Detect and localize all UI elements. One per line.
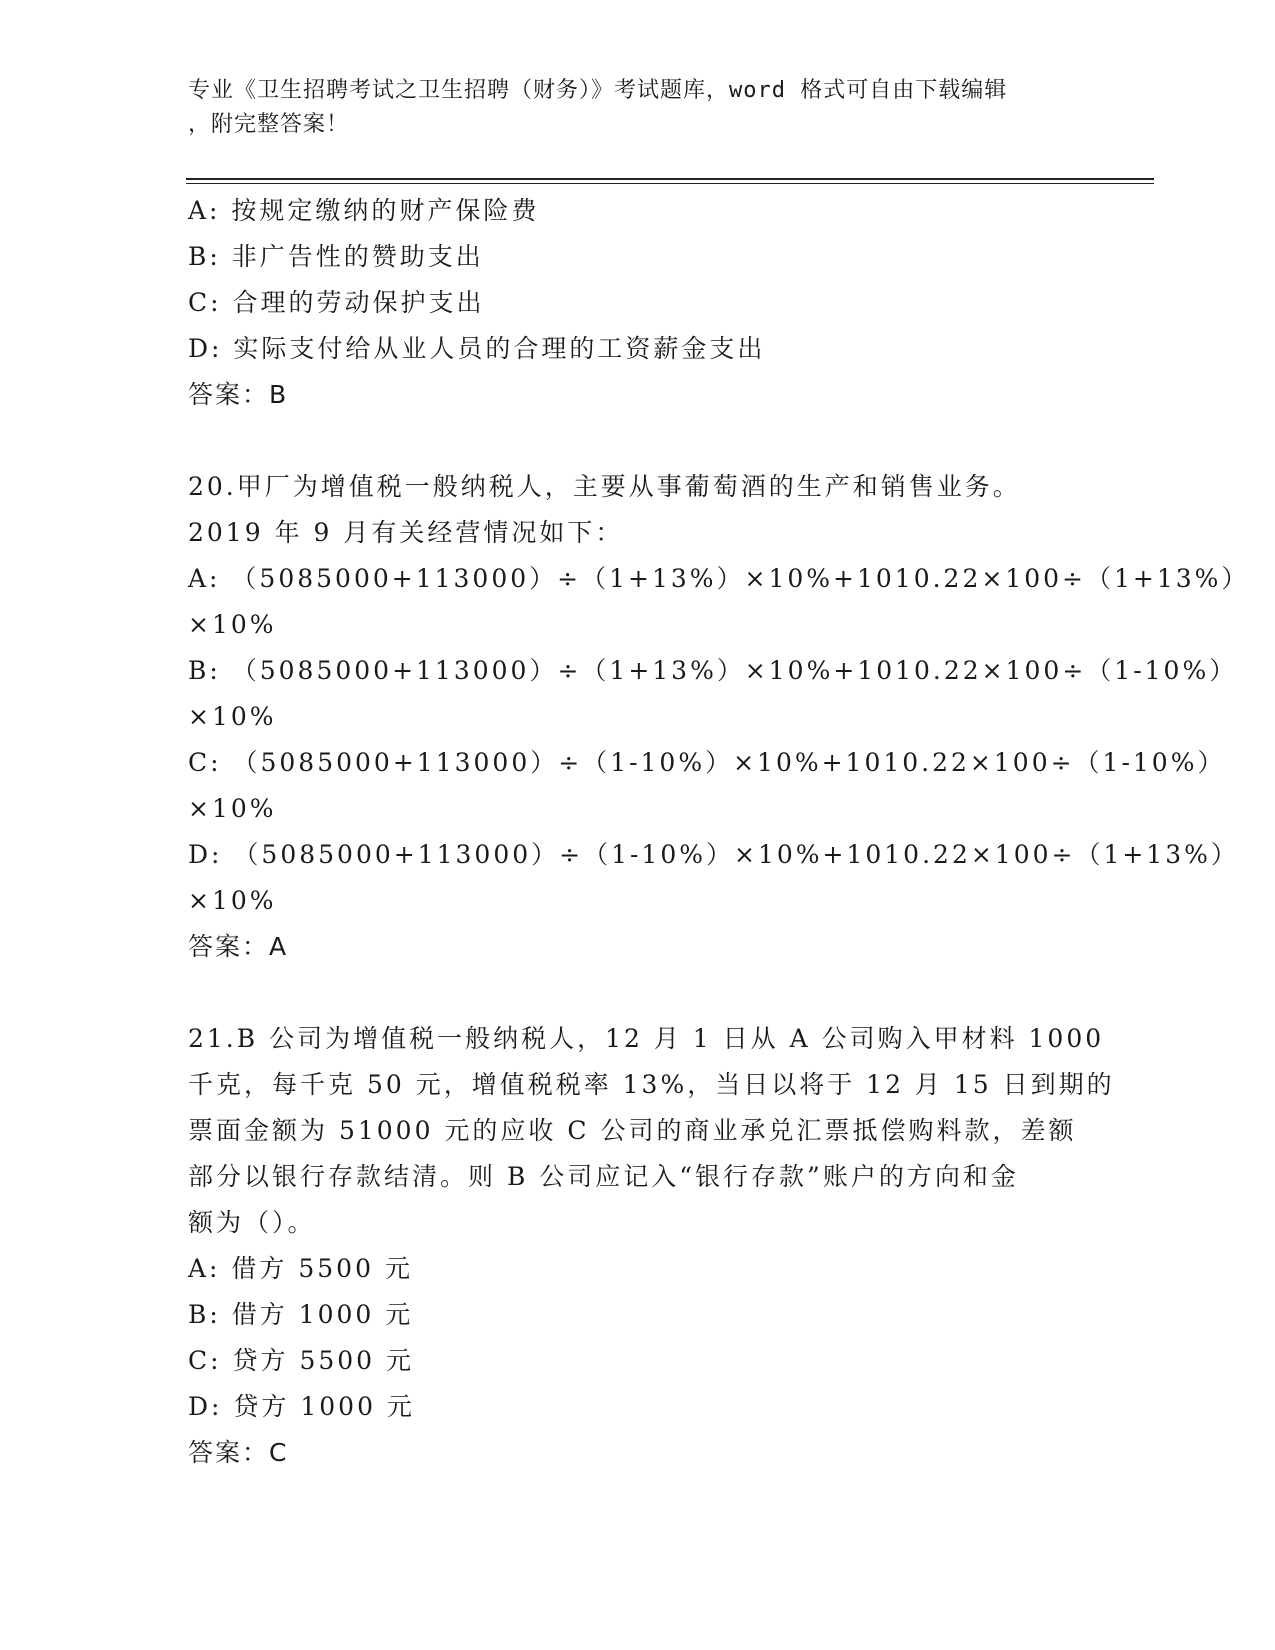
option-a: A: （5085000+113000）÷（1+13%）×10%+1010.22×100÷（1+13%）: [188, 564, 1250, 593]
option-d: D: 贷方 1000 元: [188, 1392, 415, 1421]
option-b: B: 借方 1000 元: [188, 1300, 414, 1329]
spacer: [188, 970, 1088, 1016]
question-stem: 20.甲厂为增值税一般纳税人，主要从事葡萄酒的生产和销售业务。: [188, 472, 1021, 501]
header-divider: [186, 178, 1154, 180]
header-divider-thin: [186, 183, 1154, 184]
question-stem: 额为（）。: [188, 1208, 316, 1237]
question-stem: 千克，每千克 50 元，增值税税率 13%，当日以将于 12 月 15 日到期的: [188, 1070, 1115, 1099]
option-a: A: 借方 5500 元: [188, 1254, 413, 1283]
question-block-21: [188, 1016, 1115, 1476]
question-block-20: [188, 464, 1250, 970]
option-d: D: 实际支付给从业人员的合理的工资薪金支出: [188, 334, 766, 363]
answer-line: 答案：B: [188, 380, 289, 409]
question-stem: 21.B 公司为增值税一般纳税人，12 月 1 日从 A 公司购入甲材料 1000: [188, 1024, 1105, 1053]
option-b-continued: ×10%: [188, 702, 277, 731]
document-header: [188, 74, 1068, 142]
question-block-19: [188, 188, 1088, 418]
header-line: ，附完整答案！: [188, 112, 350, 137]
option-c: C: 合理的劳动保护支出: [188, 288, 485, 317]
option-c-continued: ×10%: [188, 794, 277, 823]
option-d: D: （5085000+113000）÷（1-10%）×10%+1010.22×100÷（1+13%）: [188, 840, 1239, 869]
option-d-continued: ×10%: [188, 886, 277, 915]
option-c: C: （5085000+113000）÷（1-10%）×10%+1010.22×100÷（1-10%）: [188, 748, 1226, 777]
question-stem: 2019 年 9 月有关经营情况如下：: [188, 518, 624, 547]
question-stem: 部分以银行存款结清。则 B 公司应记入“银行存款”账户的方向和金: [188, 1162, 1019, 1191]
spacer: [188, 418, 1088, 464]
question-content: [188, 188, 1250, 1476]
option-b: B: 非广告性的赞助支出: [188, 242, 484, 271]
question-stem: 票面金额为 51000 元的应收 C 公司的商业承兑汇票抵偿购料款，差额: [188, 1116, 1077, 1145]
answer-line: 答案：C: [188, 1438, 289, 1467]
option-c: C: 贷方 5500 元: [188, 1346, 415, 1375]
header-line: 专业《卫生招聘考试之卫生招聘（财务）》考试题库，word 格式可自由下载编辑: [188, 78, 1008, 103]
answer-line: 答案：A: [188, 932, 289, 961]
option-a: A: 按规定缴纳的财产保险费: [188, 196, 540, 225]
option-a-continued: ×10%: [188, 610, 277, 639]
option-b: B: （5085000+113000）÷（1+13%）×10%+1010.22×100÷（1-10%）: [188, 656, 1238, 685]
